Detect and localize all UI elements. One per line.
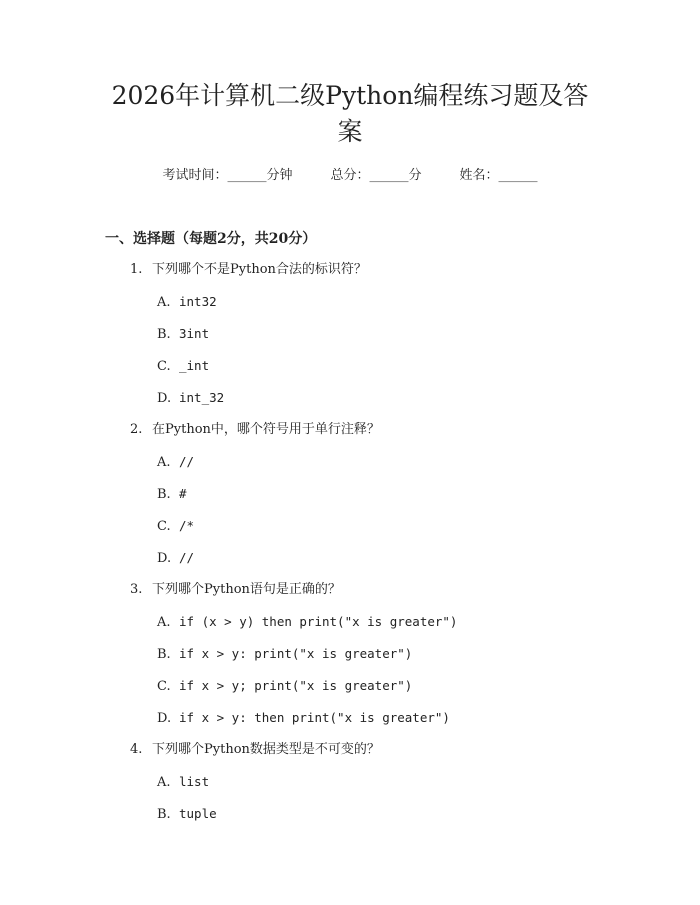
- exam-time-blank: ______: [227, 168, 267, 183]
- option-text: /*: [179, 518, 195, 533]
- question-3-option-d: [157, 708, 450, 729]
- question-2-option-c: [157, 516, 194, 537]
- total-score-label: 总分：: [330, 168, 370, 183]
- option-letter: C.: [157, 519, 171, 534]
- exam-time-unit: 分钟: [266, 168, 293, 183]
- option-text: 3int: [179, 326, 210, 341]
- option-text: if x > y; print("x is greater"): [179, 678, 413, 693]
- document-title: 2026年计算机二级Python编程练习题及答案: [111, 81, 589, 146]
- name-blank: ______: [498, 168, 538, 183]
- question-number: 2.: [130, 422, 143, 437]
- question-1-option-b: [157, 324, 209, 345]
- question-3-option-c: [157, 676, 412, 697]
- question-text: 下列哪个Python数据类型是不可变的？: [152, 742, 380, 757]
- question-3-option-b: [157, 644, 412, 665]
- exam-time-label: 考试时间：: [162, 168, 228, 183]
- exam-info-line: [0, 166, 700, 186]
- option-text: tuple: [179, 806, 217, 821]
- option-text: int_32: [179, 390, 225, 405]
- option-letter: D.: [157, 551, 172, 566]
- option-text: if x > y: then print("x is greater"): [179, 710, 450, 725]
- option-letter: A.: [157, 455, 171, 470]
- option-letter: A.: [157, 775, 171, 790]
- option-letter: B.: [157, 487, 171, 502]
- option-letter: B.: [157, 807, 171, 822]
- option-text: #: [179, 486, 187, 501]
- option-text: list: [179, 774, 210, 789]
- question-text: 下列哪个Python语句是正确的？: [152, 582, 341, 597]
- question-2-option-a: [157, 452, 194, 473]
- question-2: [130, 420, 380, 440]
- option-letter: A.: [157, 295, 171, 310]
- question-2-option-b: [157, 484, 187, 505]
- question-number: 3.: [130, 582, 143, 597]
- total-score-unit: 分: [408, 168, 422, 183]
- option-letter: A.: [157, 615, 171, 630]
- option-letter: C.: [157, 359, 171, 374]
- option-letter: B.: [157, 647, 171, 662]
- question-3: [130, 580, 341, 600]
- option-letter: C.: [157, 679, 171, 694]
- exam-time-field: [162, 166, 292, 186]
- question-1-option-c: [157, 356, 209, 377]
- total-score-blank: ______: [369, 168, 409, 183]
- question-1: [130, 260, 367, 280]
- option-letter: D.: [157, 711, 172, 726]
- question-3-option-a: [157, 612, 457, 633]
- option-text: if x > y: print("x is greater"): [179, 646, 413, 661]
- question-2-option-d: [157, 548, 194, 569]
- option-text: _int: [179, 358, 210, 373]
- option-text: //: [179, 550, 195, 565]
- question-1-option-d: [157, 388, 224, 409]
- name-field: [460, 166, 538, 186]
- question-text: 下列哪个不是Python合法的标识符？: [152, 262, 367, 277]
- section-heading: 一、选择题（每题2分，共20分）: [105, 231, 317, 247]
- option-text: //: [179, 454, 195, 469]
- option-text: int32: [179, 294, 217, 309]
- total-score-field: [330, 166, 421, 186]
- question-number: 1.: [130, 262, 143, 277]
- question-text: 在Python中，哪个符号用于单行注释？: [152, 422, 380, 437]
- question-1-option-a: [157, 292, 217, 313]
- option-letter: D.: [157, 391, 172, 406]
- option-text: if (x > y) then print("x is greater"): [179, 614, 458, 629]
- question-4: [130, 740, 380, 760]
- name-label: 姓名：: [459, 168, 499, 183]
- question-4-option-b: [157, 804, 217, 825]
- question-4-option-a: [157, 772, 209, 793]
- option-letter: B.: [157, 327, 171, 342]
- question-number: 4.: [130, 742, 143, 757]
